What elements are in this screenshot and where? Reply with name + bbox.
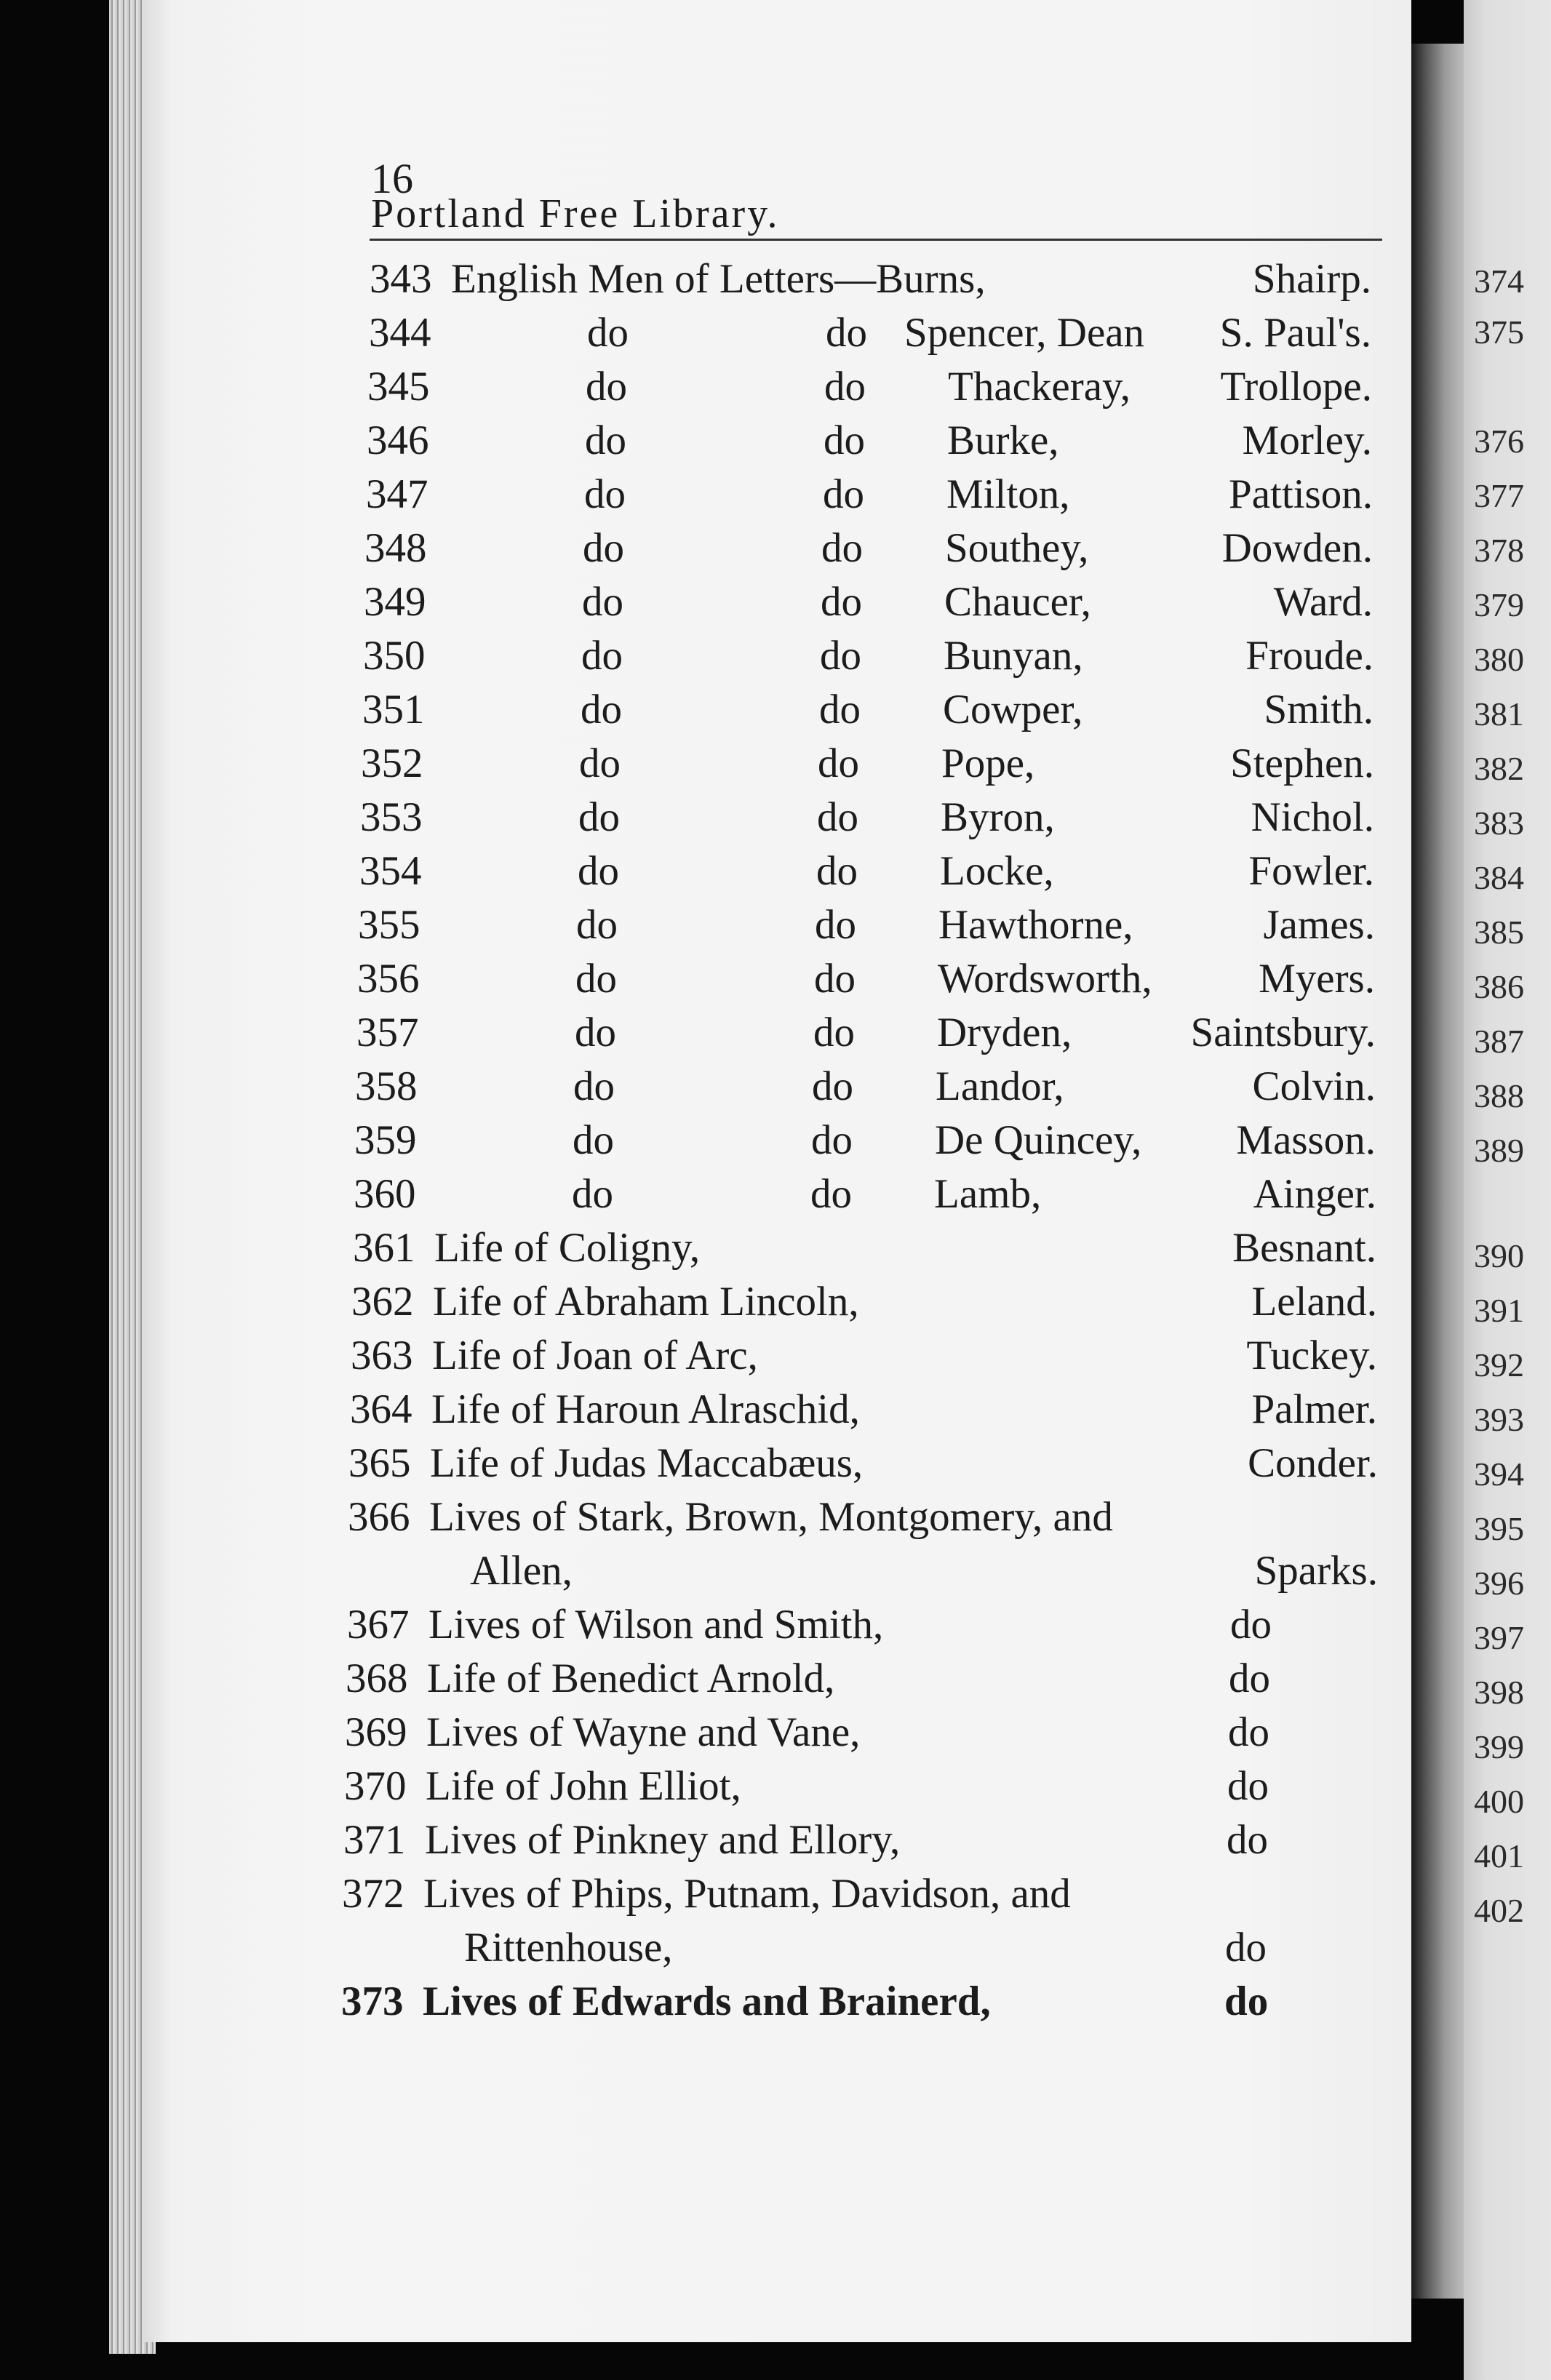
- entry-author: Dowden.: [1221, 525, 1373, 571]
- entry-number: 368: [346, 1656, 408, 1701]
- entry-title: Life of Benedict Arnold,: [427, 1656, 835, 1701]
- entry-number: 346: [367, 418, 429, 463]
- running-head-title: Portland Free Library.: [371, 191, 780, 236]
- entry-number: 358: [355, 1063, 418, 1109]
- facing-page-number: 394: [1474, 1455, 1524, 1493]
- ditto-mark: do: [814, 956, 856, 1002]
- entry-subject: Thackeray,: [948, 364, 1131, 410]
- entry-author: Ainger.: [1253, 1171, 1376, 1217]
- entry-number: 344: [369, 310, 431, 356]
- ditto-mark: do: [585, 418, 626, 463]
- header-rule: [370, 239, 1382, 241]
- facing-page-number: 400: [1474, 1783, 1524, 1820]
- entry-author: Trollope.: [1220, 364, 1372, 410]
- facing-page-number: 397: [1474, 1619, 1524, 1656]
- entry-subject: Locke,: [940, 848, 1054, 894]
- facing-page-number: 381: [1474, 695, 1524, 732]
- entry-number: 369: [345, 1709, 407, 1755]
- entry-author: Leland.: [1251, 1279, 1377, 1325]
- entry-subject: Chaucer,: [944, 579, 1091, 625]
- facing-page-number: 395: [1474, 1510, 1524, 1547]
- entry-subject: Hawthorne,: [938, 902, 1133, 948]
- ditto-mark: do: [812, 1063, 853, 1109]
- entry-author: Besnant.: [1232, 1225, 1376, 1271]
- facing-page-number: 379: [1474, 586, 1524, 623]
- entry-number: 349: [364, 579, 426, 625]
- entry-title-continued: Allen,: [470, 1548, 573, 1594]
- entry-author: Saintsbury.: [1190, 1010, 1376, 1055]
- facing-page-number: 376: [1474, 423, 1524, 460]
- ditto-mark: do: [813, 1010, 855, 1055]
- entry-author: James.: [1263, 902, 1375, 948]
- ditto-mark: do: [821, 579, 862, 625]
- facing-page-number: 375: [1474, 314, 1524, 351]
- ditto-mark: do: [587, 310, 629, 356]
- facing-page-number: 402: [1474, 1892, 1524, 1929]
- entry-title: Life of Abraham Lincoln,: [433, 1279, 859, 1325]
- ditto-mark: do: [581, 687, 622, 732]
- entry-author: Pattison.: [1229, 471, 1373, 517]
- ditto-mark: do: [578, 794, 620, 840]
- entry-title: Lives of Phips, Putnam, Davidson, and: [423, 1871, 1071, 1917]
- entry-author: Myers.: [1259, 956, 1375, 1002]
- entry-number: 361: [353, 1225, 415, 1271]
- entry-number: 372: [342, 1871, 404, 1917]
- entry-author: Froude.: [1245, 633, 1373, 679]
- entry-author: Nichol.: [1251, 794, 1374, 840]
- entry-subject: Lamb,: [934, 1171, 1042, 1217]
- entry-number: 365: [348, 1440, 411, 1486]
- entry-author: Conder.: [1248, 1440, 1378, 1486]
- entry-number: 373: [341, 1978, 404, 2024]
- entry-number: 356: [357, 956, 420, 1002]
- entry-title: Life of Judas Maccabæus,: [430, 1440, 864, 1486]
- entry-author: do: [1229, 1656, 1270, 1701]
- ditto-mark: do: [819, 687, 861, 732]
- facing-page-number: 390: [1474, 1237, 1524, 1274]
- entry-author: Morley.: [1242, 418, 1372, 463]
- entry-number: 370: [344, 1763, 407, 1809]
- entry-author: do: [1228, 1709, 1269, 1755]
- facing-page-number: 374: [1474, 263, 1524, 300]
- entry-number: 360: [354, 1171, 416, 1217]
- ditto-mark: do: [579, 740, 621, 786]
- entry-author: Shairp.: [1252, 256, 1371, 302]
- entry-subject: Dryden,: [937, 1010, 1072, 1055]
- facing-page-number: 401: [1474, 1837, 1524, 1874]
- entry-number: 345: [367, 364, 430, 410]
- entry-author: Smith.: [1264, 687, 1373, 732]
- entry-number: 367: [347, 1602, 410, 1648]
- ditto-mark: do: [811, 1117, 853, 1163]
- ditto-mark: do: [575, 956, 617, 1002]
- facing-page: [1464, 0, 1551, 2380]
- facing-page-number: 377: [1474, 477, 1524, 514]
- entry-number: 353: [360, 794, 423, 840]
- facing-page-number: 380: [1474, 641, 1524, 678]
- entry-number: 359: [354, 1117, 417, 1163]
- ditto-mark: do: [573, 1117, 614, 1163]
- entry-title-continued: Rittenhouse,: [464, 1925, 673, 1970]
- entry-author: Tuckey.: [1246, 1333, 1377, 1378]
- ditto-mark: do: [573, 1063, 615, 1109]
- entry-author: do: [1227, 1763, 1269, 1809]
- entry-number: 347: [366, 471, 428, 517]
- entry-number: 352: [361, 740, 423, 786]
- entry-subject: De Quincey,: [935, 1117, 1142, 1163]
- entry-number: 371: [343, 1817, 406, 1863]
- entry-number: 362: [351, 1279, 414, 1325]
- facing-page-number: 396: [1474, 1565, 1524, 1602]
- ditto-mark: do: [817, 794, 858, 840]
- entry-title: Lives of Wilson and Smith,: [428, 1602, 884, 1648]
- entry-subject: Spencer, Dean: [904, 310, 1145, 356]
- facing-page-number: 389: [1474, 1132, 1524, 1169]
- ditto-mark: do: [572, 1171, 613, 1217]
- entry-author: Fowler.: [1248, 848, 1374, 894]
- facing-page-number: 391: [1474, 1292, 1524, 1329]
- facing-page-number: 392: [1474, 1346, 1524, 1383]
- ditto-mark: do: [818, 740, 859, 786]
- entry-subject: Milton,: [946, 471, 1070, 517]
- entry-author: do: [1224, 1978, 1269, 2024]
- entry-subject: Southey,: [945, 525, 1089, 571]
- entry-subject: Burke,: [947, 418, 1059, 463]
- entry-number: 363: [351, 1333, 413, 1378]
- entry-number: 355: [358, 902, 420, 948]
- entry-title: Life of Coligny,: [434, 1225, 701, 1271]
- entry-title: Lives of Wayne and Vane,: [426, 1709, 861, 1755]
- entry-subject: Cowper,: [943, 687, 1083, 732]
- entry-title: Lives of Stark, Brown, Montgomery, and: [429, 1494, 1113, 1540]
- entry-title: Life of John Elliot,: [426, 1763, 741, 1809]
- facing-page-number: 385: [1474, 914, 1524, 951]
- entry-number: 354: [359, 848, 422, 894]
- entry-author: Masson.: [1236, 1117, 1376, 1163]
- facing-page-number: 383: [1474, 804, 1524, 842]
- entry-title: English Men of Letters—Burns,: [451, 256, 986, 302]
- ditto-mark: do: [824, 364, 866, 410]
- ditto-mark: do: [578, 848, 619, 894]
- entry-number: 357: [356, 1010, 419, 1055]
- facing-page-number: 384: [1474, 859, 1524, 896]
- entry-author: S. Paul's.: [1219, 310, 1371, 356]
- facing-page-number: 393: [1474, 1401, 1524, 1438]
- entry-subject: Byron,: [941, 794, 1055, 840]
- facing-page-number: 399: [1474, 1728, 1524, 1765]
- entry-number: 351: [362, 687, 425, 732]
- ditto-mark: do: [583, 525, 624, 571]
- entry-title: Life of Joan of Arc,: [432, 1333, 758, 1378]
- entry-title: Life of Haroun Alraschid,: [431, 1386, 860, 1432]
- facing-page-number: 388: [1474, 1077, 1524, 1114]
- ditto-mark: do: [816, 848, 858, 894]
- entry-subject: Pope,: [941, 740, 1035, 786]
- entry-author: do: [1230, 1602, 1272, 1648]
- facing-page-number: 387: [1474, 1023, 1524, 1060]
- ditto-mark: do: [820, 633, 861, 679]
- ditto-mark: do: [584, 471, 626, 517]
- ditto-mark: do: [586, 364, 627, 410]
- entry-number: 366: [348, 1494, 410, 1540]
- ditto-mark: do: [581, 633, 623, 679]
- entry-title: Lives of Pinkney and Ellory,: [425, 1817, 901, 1863]
- entry-number: 350: [363, 633, 426, 679]
- entry-title: Lives of Edwards and Brainerd,: [423, 1978, 991, 2024]
- facing-page-number: 398: [1474, 1674, 1524, 1711]
- ditto-mark: do: [824, 418, 865, 463]
- entry-number: 348: [364, 525, 427, 571]
- entry-author: do: [1227, 1817, 1268, 1863]
- entry-number: 343: [370, 256, 432, 302]
- ditto-mark: do: [826, 310, 867, 356]
- facing-page-number: 386: [1474, 968, 1524, 1005]
- entry-author: Stephen.: [1230, 740, 1374, 786]
- entry-author: Palmer.: [1251, 1386, 1377, 1432]
- page-number: 16: [371, 155, 413, 202]
- facing-page-number: 382: [1474, 750, 1524, 787]
- entry-author: Ward.: [1273, 579, 1373, 625]
- ditto-mark: do: [810, 1171, 852, 1217]
- entry-number: 364: [350, 1386, 412, 1432]
- book-gutter: [1411, 44, 1464, 2299]
- ditto-mark: do: [582, 579, 623, 625]
- entry-author: do: [1225, 1925, 1267, 1970]
- ditto-mark: do: [576, 902, 618, 948]
- ditto-mark: do: [823, 471, 864, 517]
- entry-subject: Wordsworth,: [938, 956, 1152, 1002]
- ditto-mark: do: [575, 1010, 616, 1055]
- entry-subject: Landor,: [936, 1063, 1064, 1109]
- facing-page-number: 378: [1474, 532, 1524, 569]
- entry-author: Sparks.: [1254, 1548, 1378, 1594]
- ditto-mark: do: [815, 902, 856, 948]
- entry-subject: Bunyan,: [944, 633, 1083, 679]
- ditto-mark: do: [821, 525, 863, 571]
- entry-author: Colvin.: [1252, 1063, 1376, 1109]
